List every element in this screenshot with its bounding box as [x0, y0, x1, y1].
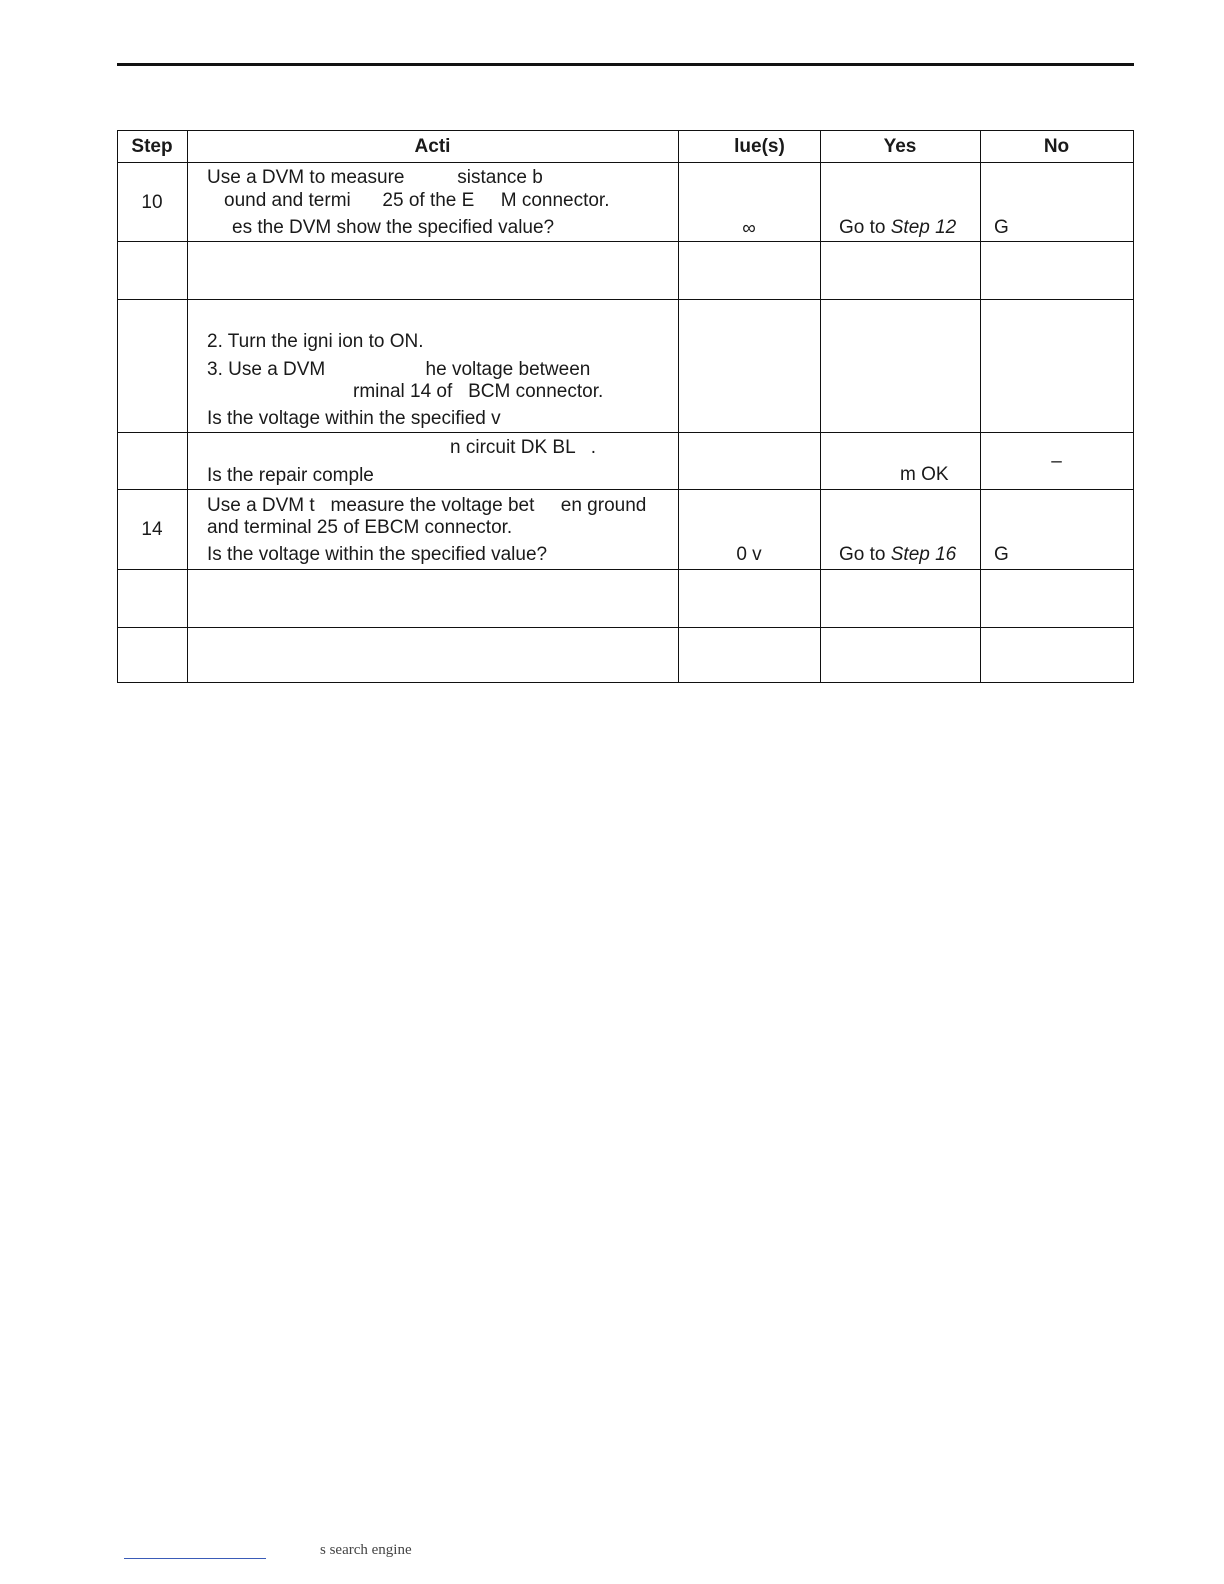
step-number: 10: [141, 192, 163, 213]
action-text: rminal 14 of BCM connector.: [353, 381, 604, 402]
header-action: Acti: [414, 136, 451, 157]
column-divider-action: [678, 130, 679, 683]
yes-cell: [839, 217, 956, 239]
row-divider: [117, 299, 1134, 300]
row-divider: [117, 489, 1134, 490]
row-divider: [117, 569, 1134, 570]
yes-prefix: Go to: [839, 544, 891, 565]
action-question: es the DVM show the specified value?: [232, 217, 555, 238]
action-text: Use a DVM t measure the voltage bet en ground: [207, 495, 647, 516]
header-divider: [117, 162, 1134, 163]
row-divider: [117, 432, 1134, 433]
column-divider-step: [187, 130, 188, 683]
action-question: Is the voltage within the specified value?: [207, 544, 548, 565]
row-divider: [117, 241, 1134, 242]
diagnostic-table: [117, 130, 1134, 683]
yes-step-link[interactable]: Step 12: [890, 217, 957, 238]
header-yes: Yes: [883, 136, 917, 157]
yes-cell: m OK: [900, 464, 949, 485]
no-cell: G: [994, 544, 1009, 565]
yes-cell: [839, 544, 956, 566]
column-divider-yes: [980, 130, 981, 683]
action-text: Use a DVM to measure sistance b: [207, 167, 543, 188]
action-text: 2. Turn the igni ion to ON.: [207, 331, 424, 352]
row-divider: [117, 627, 1134, 628]
header-values: lue(s): [734, 136, 785, 157]
table-border-top: [117, 130, 1134, 131]
table-border-bottom: [117, 682, 1134, 683]
table-border-right: [1133, 130, 1134, 683]
no-cell: –: [1051, 451, 1062, 472]
yes-step-link[interactable]: Step 16: [890, 544, 957, 565]
action-text: n circuit DK BL .: [450, 437, 597, 458]
action-question: Is the voltage within the specified v: [207, 408, 501, 429]
top-rule: [117, 63, 1134, 66]
action-text: and terminal 25 of EBCM connector.: [207, 517, 513, 538]
action-text: 3. Use a DVM he voltage between: [207, 359, 591, 380]
value-cell: 0 v: [736, 544, 762, 565]
action-text: ound and termi 25 of the E M connector.: [224, 190, 610, 211]
step-number: 14: [141, 519, 163, 540]
footer-text: s search engine: [320, 1542, 412, 1558]
header-step: Step: [131, 136, 173, 157]
value-cell: ∞: [742, 218, 756, 239]
column-divider-values: [820, 130, 821, 683]
footer-link-underline[interactable]: [124, 1558, 266, 1559]
header-no: No: [1043, 136, 1070, 157]
action-question: Is the repair comple: [207, 465, 374, 486]
yes-prefix: Go to: [839, 217, 891, 238]
no-cell: G: [994, 217, 1009, 238]
